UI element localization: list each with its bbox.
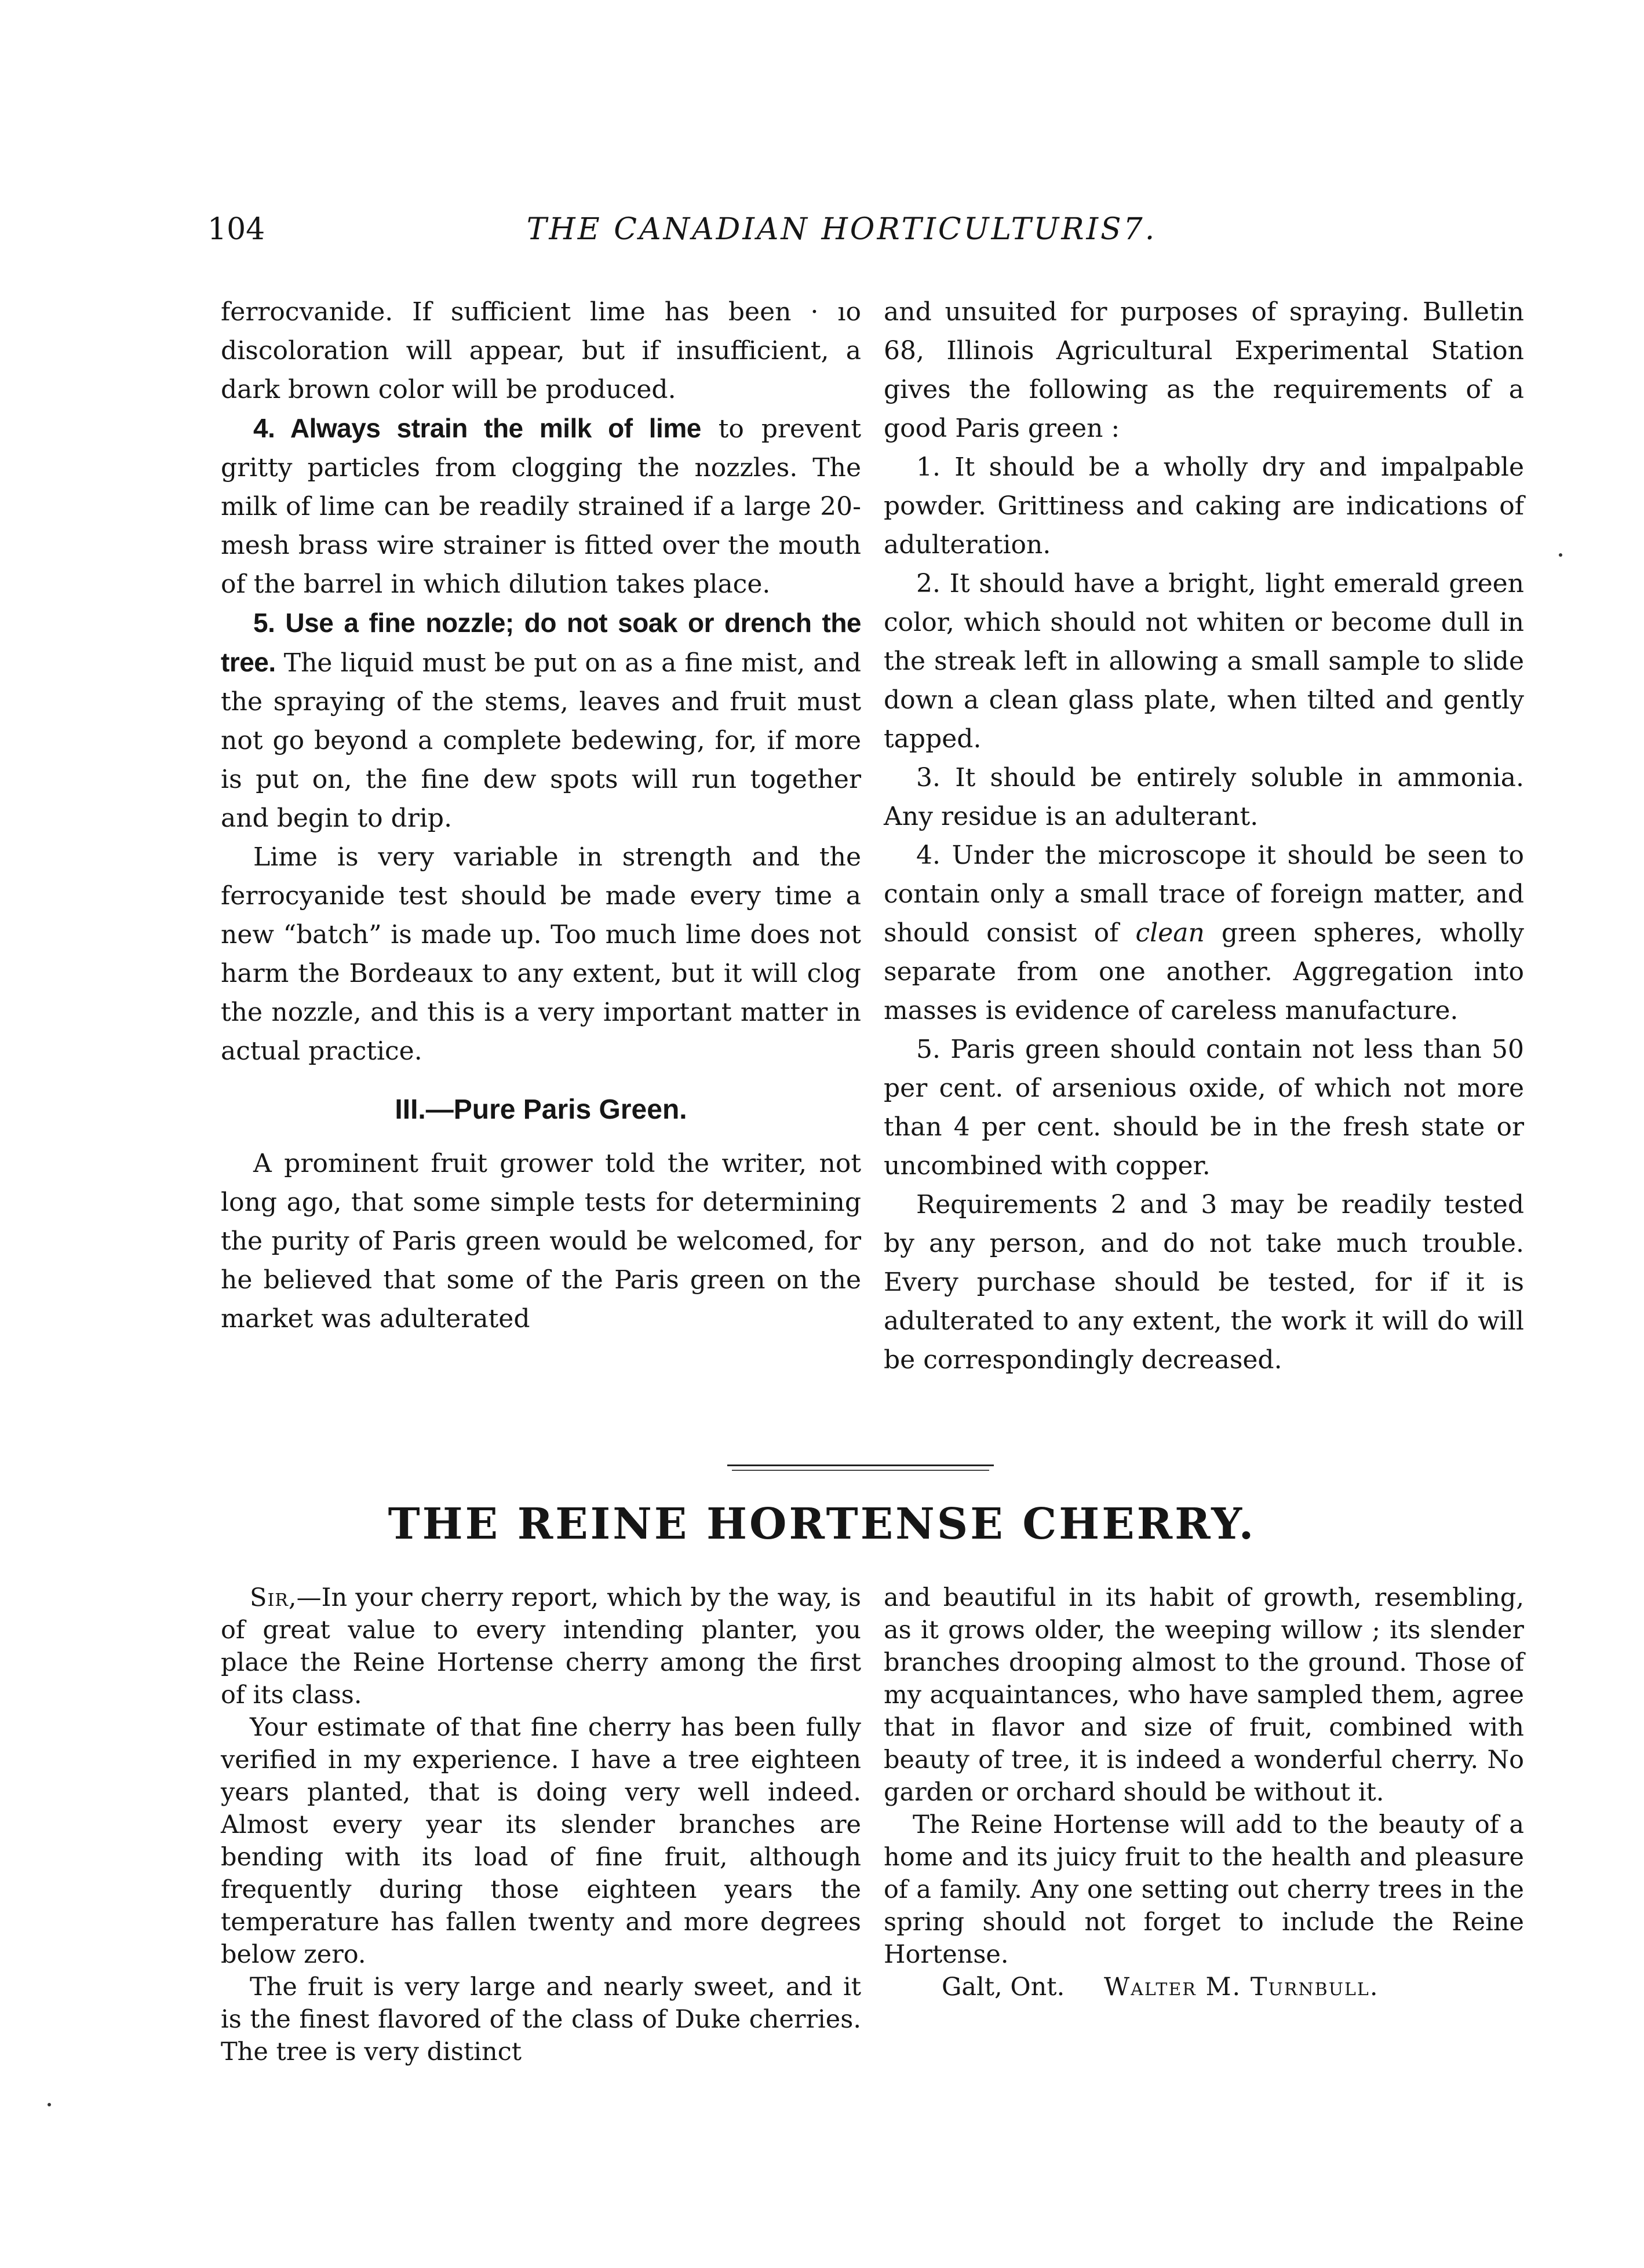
bold-lead-text: 4. Always strain the milk of lime xyxy=(253,413,701,443)
running-title: THE CANADIAN HORTICULTURIS7. xyxy=(526,212,1157,247)
paragraph-text: The liquid must be put on as a fine mist, and the spraying of the stems, leaves and fruit must not go beyond a complete bedewing, for, if more is put on, the fine dew spots will run together and begin to drip. xyxy=(221,648,861,833)
bold-lead-text: 5. Use a fine nozzle; do not soak or drench the tree. xyxy=(221,608,861,677)
list-item: 3. It should be entirely soluble in ammonia. Any residue is an adulterant. xyxy=(884,763,1524,831)
lower-right-column xyxy=(884,1582,1524,2003)
page-header xyxy=(207,209,1476,261)
section-heading: III.—Pure Paris Green. xyxy=(395,1094,687,1125)
signature-place: Galt, Ont. xyxy=(942,1973,1065,2002)
article-title: THE REINE HORTENSE CHERRY. xyxy=(388,1499,1256,1549)
paragraph xyxy=(221,1582,861,1711)
upper-left-column xyxy=(221,293,861,1338)
divider-line xyxy=(727,1464,994,1466)
list-item-text: 4. Under the microscope it should be seen to contain only a small trace of foreign matter, and should consist of xyxy=(884,841,1524,948)
paragraph: Lime is very variable in strength and the ferrocyanide test should be made every time a new “batch” is made up. Too much lime does not harm the Bordeaux to any extent, but it will clog the nozzle, and this is a very important matter in actual practice. xyxy=(221,842,861,1066)
paragraph-text: to prevent gritty particles from clogging the nozzles. The milk of lime can be readily strained if a large 20-mesh brass wire strainer is fitted over the mouth of the barrel in which dilution takes place. xyxy=(221,414,861,599)
salutation: Sir xyxy=(250,1583,289,1612)
paragraph: The fruit is very large and nearly sweet, and it is the finest flavored of the class of Duke cherries. The tree is very distinct xyxy=(221,1973,861,2066)
paragraph xyxy=(221,409,861,604)
paragraph: Your estimate of that fine cherry has been fully verified in my experience. I have a tree eighteen years planted, that is doing very well indeed. Almost every year its slender branches are bending with its load of fine fruit, although frequently during those eighteen years the temperature has fallen twenty and more degrees below zero. xyxy=(221,1713,861,1969)
paragraph: and unsuited for purposes of spraying. Bulletin 68, Illinois Agricultural Experimental Station gives the following as the requirements of a good Paris green : xyxy=(884,297,1524,443)
signature-line xyxy=(884,1971,1524,2003)
list-item xyxy=(884,836,1524,1030)
paragraph: and beautiful in its habit of growth, resembling, as it grows older, the weeping willow ; its slender branches drooping almost to the ground. Those of my acquaintances, who have sampled them, agree that in flavor and size of fruit, combined with beauty of tree, it is indeed a wonderful cherry. No garden or orchard should be without it. xyxy=(884,1583,1524,1807)
list-item: 1. It should be a wholly dry and impalpable powder. Grittiness and caking are indications of adulteration. xyxy=(884,452,1524,560)
paragraph: A prominent fruit grower told the writer, not long ago, that some simple tests for determining the purity of Paris green would be welcomed, for he believed that some of the Paris green on the market was adulterated xyxy=(221,1149,861,1334)
list-item-text: green spheres, wholly separate from one another. Aggregation into masses is evidence of careless manufacture. xyxy=(884,918,1525,1025)
paragraph-text: ,—In your cherry report, which by the way, is of great value to every intending planter, you place the Reine Hortense cherry among the first of its class. xyxy=(221,1583,861,1710)
paragraph: The Reine Hortense will add to the beauty of a home and its juicy fruit to the health and pleasure of a family. Any one setting out cherry trees in the spring should not forget to include the Reine Hortense. xyxy=(884,1810,1524,1969)
lower-left-column xyxy=(221,1582,861,2068)
page-number: 104 xyxy=(207,212,265,247)
paragraph: ferrocvanide. If sufficient lime has been · ıo discoloration will appear, but if insufficient, a dark brown color will be produced. xyxy=(221,297,861,404)
print-speck xyxy=(1559,553,1562,557)
list-item: 5. Paris green should contain not less than 50 per cent. of arsenious oxide, of which not more than 4 per cent. should be in the fresh state or uncombined with copper. xyxy=(884,1035,1524,1181)
paragraph: Requirements 2 and 3 may be readily tested by any person, and do not take much trouble. Every purchase should be tested, for if it is adulterated to any extent, the work it will do will be correspondingly decreased. xyxy=(884,1190,1524,1375)
list-item: 2. It should have a bright, light emerald green color, which should not whiten or become dull in the streak left in allowing a small sample to slide down a clean glass plate, when tilted and gently tapped. xyxy=(884,569,1524,754)
paragraph xyxy=(221,604,861,838)
upper-right-column xyxy=(884,293,1524,1379)
print-speck xyxy=(48,2103,51,2106)
signature-name: Walter M. Turnbull. xyxy=(1104,1973,1379,2002)
section-divider xyxy=(727,1464,994,1471)
emphasis-text: clean xyxy=(1135,918,1205,948)
divider-line xyxy=(732,1470,989,1471)
